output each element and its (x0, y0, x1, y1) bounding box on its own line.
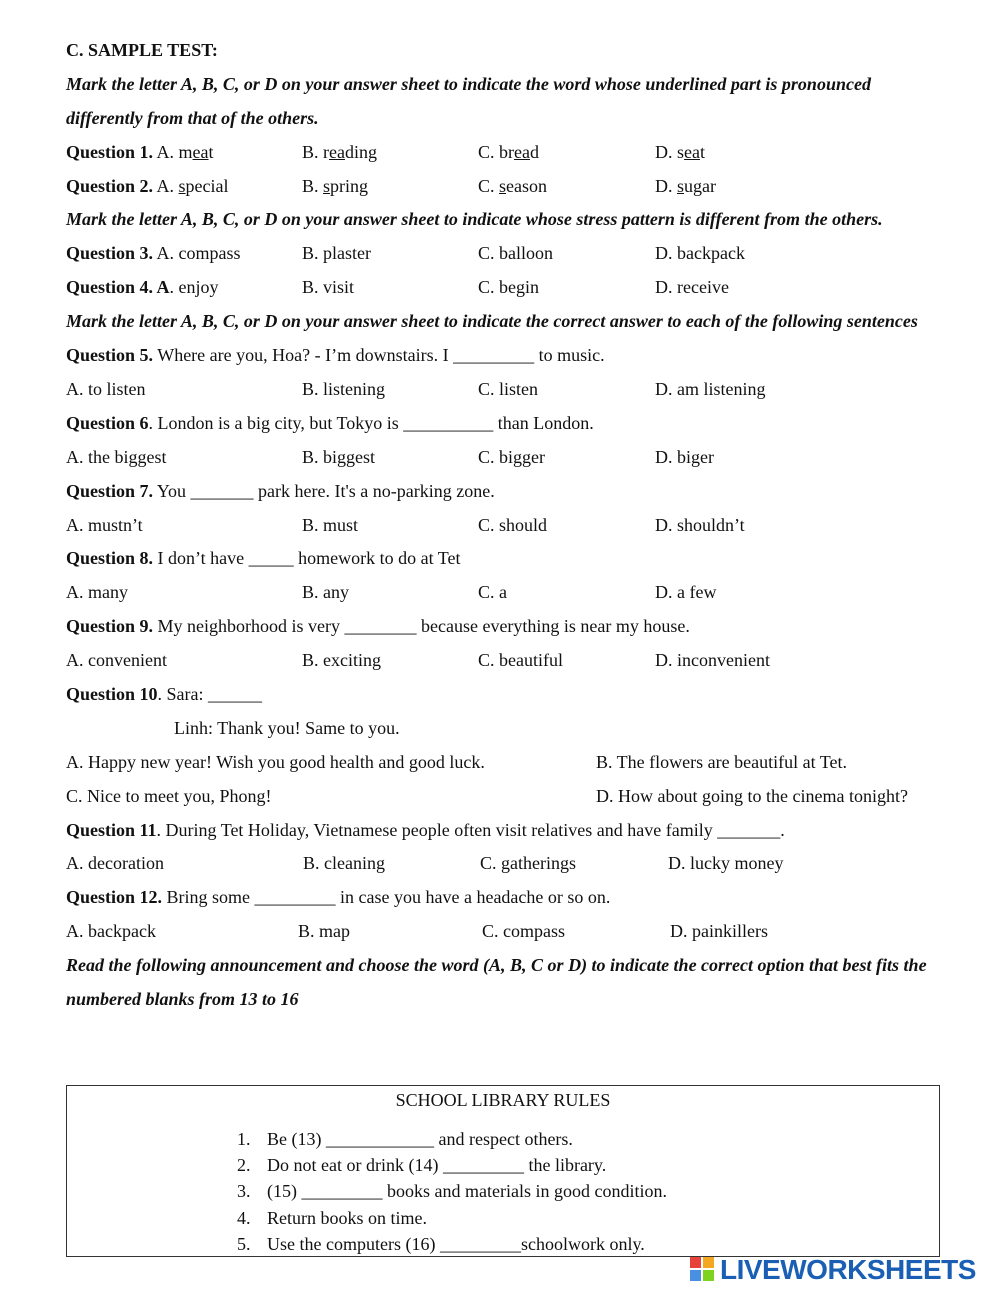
option-c[interactable]: C. Nice to meet you, Phong! (66, 785, 272, 806)
instruction-pronunciation: Mark the letter A, B, C, or D on your answer sheet to indicate the word whose underlined part is pronounced differently from that of the others. (66, 73, 871, 128)
question-9-options (66, 644, 946, 678)
option-d[interactable]: D. lucky money (668, 853, 784, 874)
instruction-stress: Mark the letter A, B, C, or D on your answer sheet to indicate whose stress pattern is different from the others. (66, 209, 883, 230)
option-c[interactable]: C. gatherings (480, 853, 576, 874)
question-label: Question 3. (66, 243, 154, 264)
question-label: Question 4. A (66, 277, 170, 298)
question-10-reply: Linh: Thank you! Same to you. (174, 717, 400, 738)
library-rules-title: SCHOOL LIBRARY RULES (395, 1090, 611, 1110)
question-10: Question 10. Sara: ______ (66, 683, 262, 704)
option-d[interactable]: D. shouldn’t (655, 514, 745, 535)
option-d[interactable]: D. am listening (655, 378, 766, 399)
option-b[interactable]: B. cleaning (303, 853, 385, 874)
section-title: C. SAMPLE TEST: (66, 40, 218, 60)
question-11: Question 11. During Tet Holiday, Vietnamese people often visit relatives and have family _______. (66, 819, 785, 840)
option-b[interactable]: B. plaster (302, 243, 371, 264)
question-8: Question 8. I don’t have _____ homework to do at Tet (66, 548, 461, 569)
option-d[interactable]: D. biger (655, 446, 714, 467)
library-rules-list (237, 1126, 667, 1257)
question-8-options (66, 576, 946, 610)
option-d[interactable]: D. backpack (655, 243, 745, 264)
option-c[interactable]: C. beautiful (478, 650, 563, 671)
option-b[interactable]: B. The flowers are beautiful at Tet. (596, 751, 847, 772)
question-11-options (66, 847, 946, 881)
option-d[interactable]: D. sugar (655, 175, 716, 196)
option-a[interactable]: A. many (66, 582, 128, 603)
question-2: Question 2. A. special B. spring C. season D. sugar (66, 170, 946, 204)
option-a[interactable]: . enjoy (169, 277, 219, 298)
question-7: Question 7. You _______ park here. It's a no-parking zone. (66, 480, 495, 501)
rule-item: 4. Return books on time. (237, 1207, 427, 1228)
option-a[interactable]: A. convenient (66, 650, 167, 671)
worksheet (66, 34, 946, 1017)
option-c[interactable]: C. a (478, 582, 507, 603)
option-b[interactable]: B. listening (302, 378, 386, 399)
option-c[interactable]: C. begin (478, 277, 539, 298)
option-a[interactable]: A. compass (156, 243, 241, 264)
question-label: Question 1. (66, 141, 154, 162)
rule-item: 1. Be (13) ____________ and respect others. (237, 1129, 573, 1149)
option-c[interactable]: C. compass (482, 921, 565, 942)
rule-item: 5. Use the computers (16) _________schoolwork only. (237, 1233, 645, 1254)
question-label: Question 2. (66, 175, 154, 196)
question-1: Question 1. A. meat B. reading C. bread D. seat (66, 136, 946, 170)
question-3 (66, 237, 946, 271)
rule-item: 3. (15) _________ books and materials in good condition. (237, 1181, 667, 1202)
option-b[interactable]: B. any (302, 582, 349, 603)
option-b[interactable]: B. exciting (302, 650, 381, 671)
option-c[interactable]: C. bigger (478, 446, 545, 467)
option-c[interactable]: C. listen (478, 378, 539, 399)
question-12: Question 12. Bring some _________ in case you have a headache or so on. (66, 887, 611, 908)
question-12-options (66, 915, 946, 949)
option-c[interactable]: C. bread (478, 141, 539, 162)
option-c[interactable]: C. should (478, 514, 548, 535)
option-a[interactable]: A. backpack (66, 921, 156, 942)
instruction-reading: Read the following announcement and choose the word (A, B, C or D) to indicate the correct option that best fits the numbered blanks from 13 to 16 (66, 955, 927, 1010)
liveworksheets-logo (690, 1256, 976, 1284)
question-5: Question 5. Where are you, Hoa? - I’m downstairs. I _________ to music. (66, 345, 605, 366)
option-c[interactable]: C. season (478, 175, 548, 196)
option-d[interactable]: D. seat (655, 141, 706, 162)
instruction-grammar: Mark the letter A, B, C, or D on your answer sheet to indicate the correct answer to each of the following sentences (66, 311, 918, 332)
question-5-options (66, 373, 946, 407)
option-d[interactable]: D. receive (655, 277, 729, 298)
option-b[interactable]: B. biggest (302, 446, 376, 467)
question-10-options-cd (66, 780, 946, 814)
option-a[interactable]: A. mustn’t (66, 514, 143, 535)
option-d[interactable]: D. How about going to the cinema tonight? (596, 785, 908, 806)
option-d[interactable]: D. inconvenient (655, 650, 770, 671)
liveworksheets-icon (690, 1257, 716, 1283)
liveworksheets-wordmark: LIVEWORKSHEETS (720, 1254, 976, 1285)
option-b[interactable]: B. spring (302, 175, 369, 196)
question-10-options-ab (66, 746, 946, 780)
option-b[interactable]: B. map (298, 921, 350, 942)
option-a[interactable]: A. decoration (66, 853, 164, 874)
rule-item: 2. Do not eat or drink (14) _________ the library. (237, 1155, 607, 1176)
library-rules-box (66, 1085, 940, 1257)
option-a[interactable]: A. Happy new year! Wish you good health and good luck. (66, 751, 485, 772)
question-4 (66, 271, 946, 305)
question-6-options (66, 441, 946, 475)
question-9: Question 9. My neighborhood is very ________ because everything is near my house. (66, 616, 690, 637)
question-7-options (66, 509, 946, 543)
option-b[interactable]: B. must (302, 514, 359, 535)
question-6: Question 6. London is a big city, but Tokyo is __________ than London. (66, 412, 594, 433)
option-a[interactable]: A. the biggest (66, 446, 167, 467)
option-b[interactable]: B. visit (302, 277, 355, 298)
option-d[interactable]: D. a few (655, 582, 717, 603)
option-d[interactable]: D. painkillers (670, 921, 768, 942)
option-c[interactable]: C. balloon (478, 243, 553, 264)
option-b[interactable]: B. reading (302, 141, 377, 162)
option-a[interactable]: A. to listen (66, 378, 146, 399)
